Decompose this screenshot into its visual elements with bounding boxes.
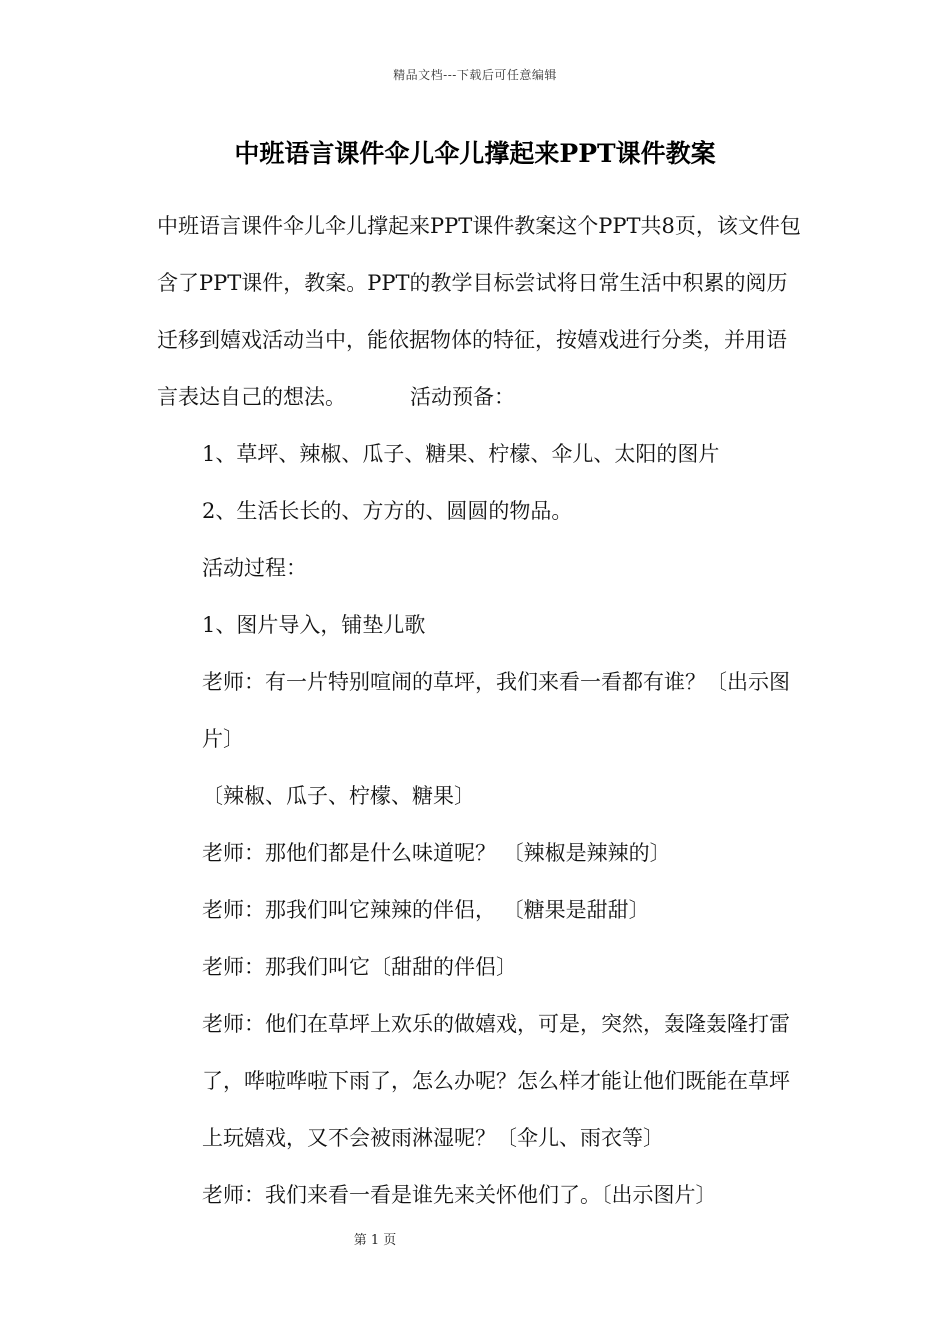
body-paragraph: 老师：他们在草坪上欢乐的做嬉戏，可是，突然，轰隆轰隆打雷了，哗啦哗啦下雨了，怎么办呢？怎么样才能让他们既能在草坪上玩嬉戏，又不会被雨淋湿呢？〔伞儿、雨衣等〕 (202, 1012, 790, 1150)
intro-tail: 活动预备： (410, 385, 515, 409)
body-paragraph: 活动过程： (202, 556, 307, 580)
body-paragraph: 2、生活长长的、方方的、圆圆的物品。 (202, 499, 573, 523)
intro-paragraph (145, 198, 805, 426)
body-paragraph: 1、草坪、辣椒、瓜子、糖果、柠檬、伞儿、太阳的图片 (202, 442, 720, 466)
intro-text: 中班语言课件伞儿伞儿撑起来PPT课件教案这个PPT共8页，该文件包含了PPT课件，教案。PPT的教学目标尝试将日常生活中积累的阅历迁移到嬉戏活动当中，能依据物体的特征，按嬉戏进行分类，并用语言表达自己的想法。 (157, 214, 801, 409)
body-paragraph: 〔辣椒、瓜子、柠檬、糖果〕 (202, 784, 475, 808)
body-paragraph: 老师：那我们叫它辣辣的伴侣， 〔糖果是甜甜〕 (202, 898, 650, 922)
document-title: 中班语言课件伞儿伞儿撑起来PPT课件教案 (234, 139, 716, 168)
body-paragraph: 老师：有一片特别喧闹的草坪，我们来看一看都有谁？〔出示图片〕 (202, 670, 790, 751)
document-body (145, 198, 805, 1224)
header-note: 精品文档---下载后可任意编辑 (393, 68, 557, 82)
body-paragraph: 1、图片导入，铺垫儿歌 (202, 613, 426, 637)
body-paragraph: 老师：我们来看一看是谁先来关怀他们了。〔出示图片〕 (202, 1183, 717, 1207)
body-paragraph: 老师：那他们都是什么味道呢？ 〔辣椒是辣辣的〕 (202, 841, 671, 865)
body-paragraph: 老师：那我们叫它〔甜甜的伴侣〕 (202, 955, 517, 979)
page-number: 第 1 页 (353, 1233, 397, 1248)
